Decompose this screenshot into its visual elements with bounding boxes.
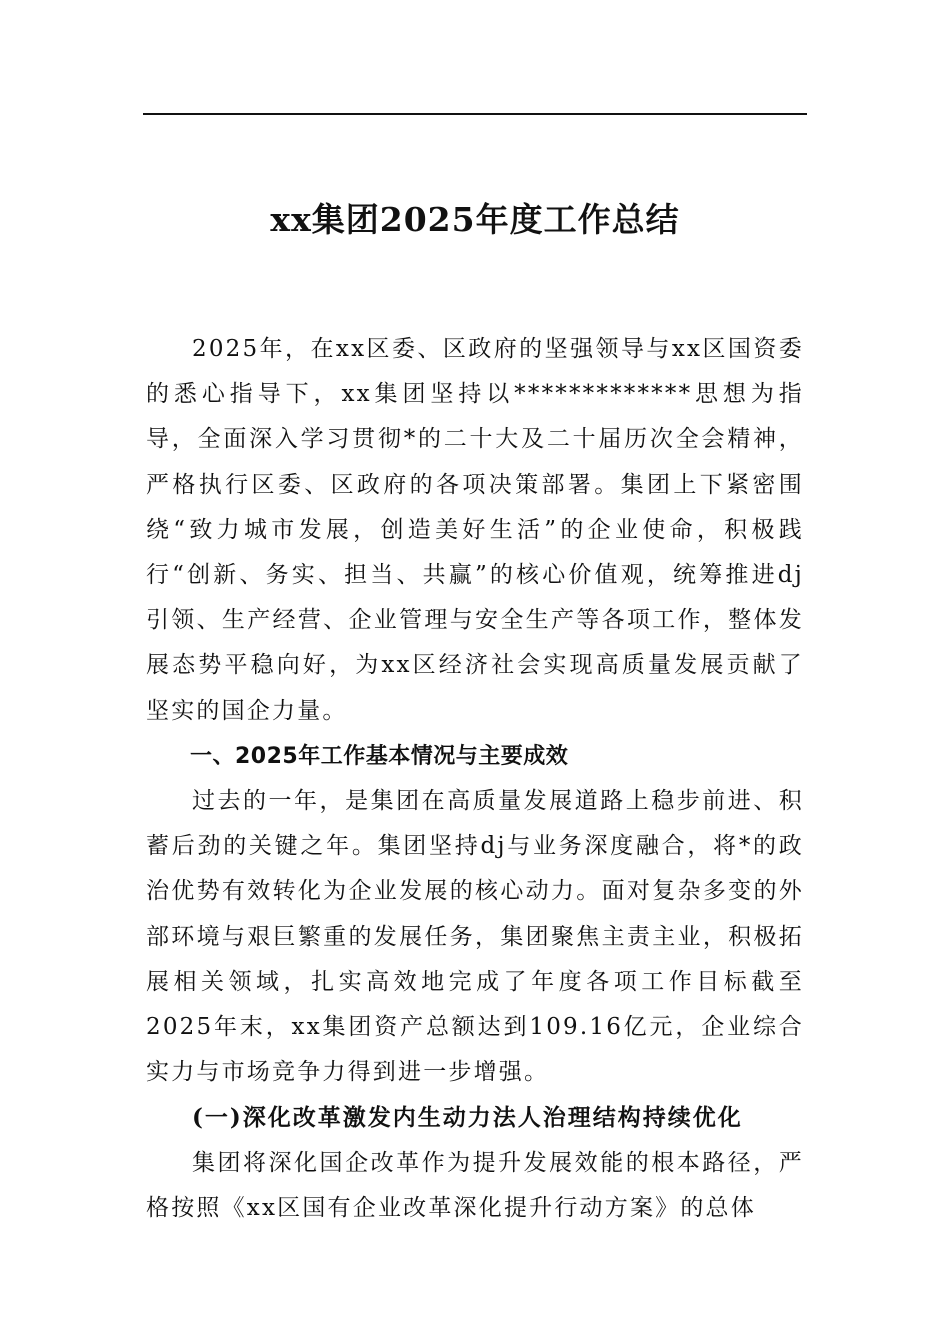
subsection-paragraph: 集团将深化国企改革作为提升发展效能的根本路径，严格按照《xx区国有企业改革深化提升行动方案》的总体 [146,1149,804,1221]
document-title: xx集团2025年度工作总结 [270,200,680,239]
section-heading: 一、2025年工作基本情况与主要成效 [190,743,569,769]
intro-paragraph: 2025年，在xx区委、区政府的坚强领导与xx区国资委的悉心指导下，xx集团坚持以*************思想为指导，全面深入学习贯彻*的二十大及二十届历次全会精神，严格执行区委、区政府的各项决策部署。集团上下紧密围绕“致力城市发展，创造美好生活”的企业使命，积极践行“创新、务实、担当、共赢”的核心价值观，统筹推进dj引领、生产经营、企业管理与安全生产等各项工作，整体发展态势平稳向好，为xx区经济社会实现高质量发展贡献了坚实的国企力量。 [146,336,804,724]
document-body [146,327,804,1231]
section-paragraph: 过去的一年，是集团在高质量发展道路上稳步前进、积蓄后劲的关键之年。集团坚持dj与业务深度融合，将*的政治优势有效转化为企业发展的核心动力。面对复杂多变的外部环境与艰巨繁重的发展任务，集团聚焦主责主业，积极拓展相关领域，扎实高效地完成了年度各项工作目标截至2025年末，xx集团资产总额达到109.16亿元，企业综合实力与市场竞争力得到进一步增强。 [146,788,804,1086]
subsection-heading: (一)深化改革激发内生动力法人治理结构持续优化 [192,1104,743,1132]
header-rule [143,113,807,115]
